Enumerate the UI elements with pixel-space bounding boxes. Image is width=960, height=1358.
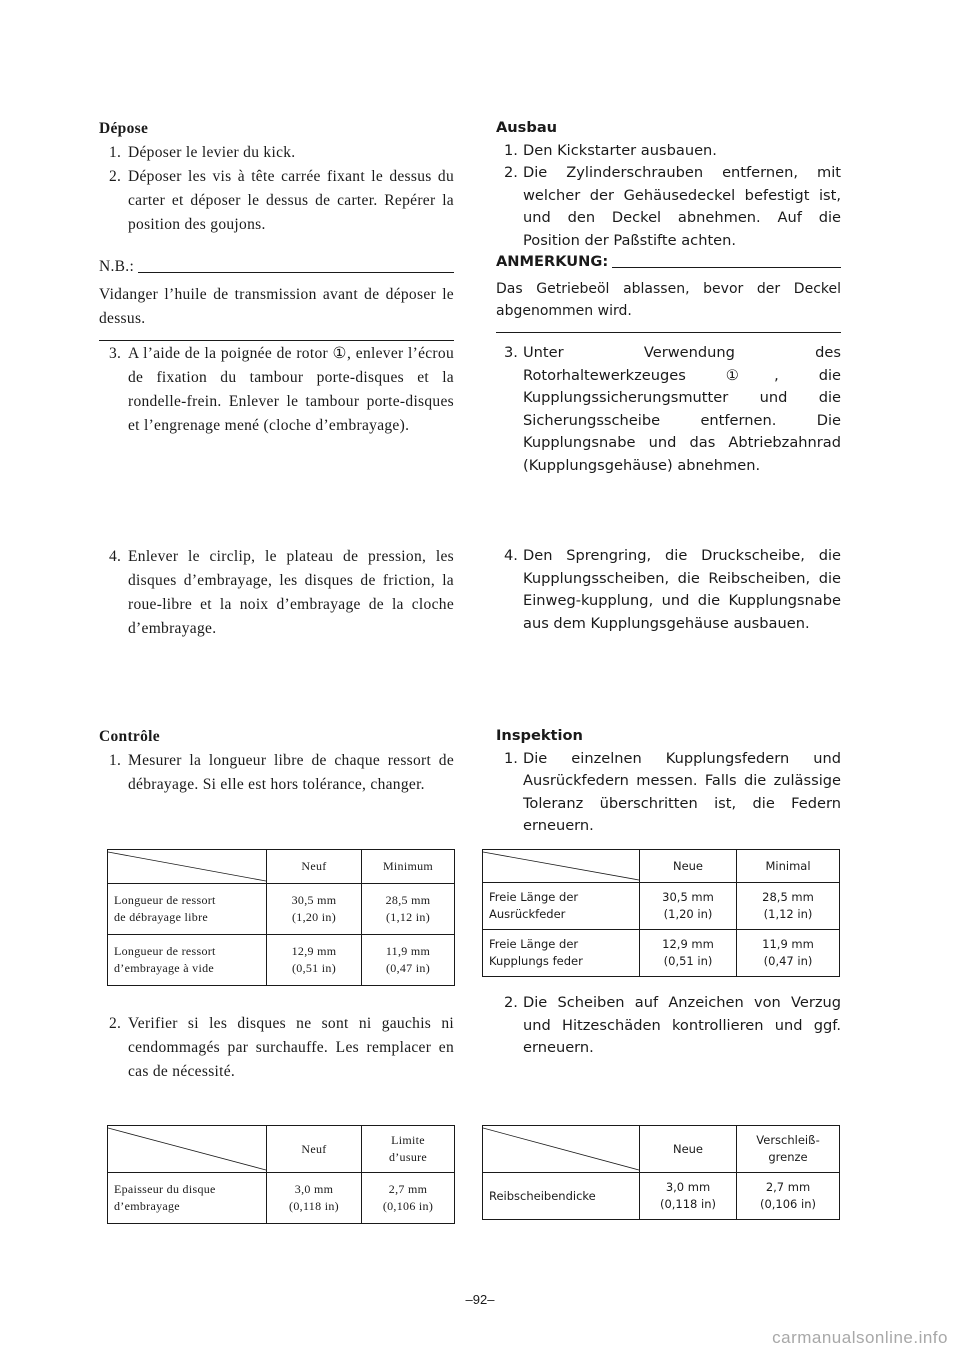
nb-note (99, 255, 454, 341)
table-corner-cell (483, 850, 639, 882)
inspektion-step-1: 1. Die einzelnen Kupplungsfedern und Ausrückfedern messen. Falls die zulässige Toleranz überschritten ist, die Federn erneuern. (504, 749, 841, 834)
nb-divider (138, 272, 454, 273)
table-header-new: Neuf (266, 1126, 361, 1172)
table-row: Epaisseur du disque d’embrayage 3,0 mm (0,118 in) 2,7 mm (0,106 in) (108, 1172, 454, 1223)
fr-step-3: 3. A l’aide de la poignée de rotor ①, enlever l’écrou de fixation du tambour porte-disques et la rondelle-frein. Enlever le tambour porte-disques et l’engrenage mené (cloche d’embrayage). (109, 345, 454, 434)
depose-section (99, 117, 454, 237)
table-corner-cell (483, 1126, 639, 1172)
nb-end-rule (99, 340, 454, 341)
table-corner-cell (108, 1126, 266, 1172)
inspektion-section (496, 725, 841, 838)
inspektion-step-2: 2. Die Scheiben auf Anzeichen von Verzug und Hitzeschäden kontrollieren und ggf. erneuern. (504, 994, 841, 1056)
ausbau-section (496, 117, 841, 252)
table-row: Freie Länge der Ausrückfeder 30,5 mm (1,20 in) 28,5 mm (1,12 in) (483, 882, 839, 929)
controle-step-1: 1. Mesurer la longueur libre de chaque ressort de débrayage. Si elle est hors tolérance, changer. (109, 752, 454, 793)
de-spring-length-table (482, 849, 840, 977)
table-header-row (108, 850, 454, 883)
table-header-limit: Minimum (361, 850, 454, 883)
controle-step-2: 2. Verifier si les disques ne sont ni gauchis ni cendommagés par surchauffe. Les remplacer en cas de nécessité. (109, 1015, 454, 1080)
inspektion-heading: Inspektion (496, 727, 583, 744)
ausbau-step-2: 2. Die Zylinderschrauben entfernen, mit welcher der Gehäusedeckel befestigt ist, und den Deckel abnehmen. Auf die Position der Paßstifte achten. (504, 164, 841, 249)
fr-step-4: 4. Enlever le circlip, le plateau de pression, les disques d’embrayage, les disques de friction, la roue-libre et la noix d’embrayage de la cloche d’embrayage. (109, 548, 454, 637)
anmerkung-label: ANMERKUNG: (496, 253, 609, 270)
table-row: Longueur de ressort de débrayage libre 30,5 mm (1,20 in) 28,5 mm (1,12 in) (108, 883, 454, 934)
watermark: carmanualsonline.info (772, 1328, 948, 1347)
nb-text: Vidanger l’huile de transmission avant de déposer le dessus. (99, 286, 454, 327)
table-header-limit: Verschleiß- grenze (736, 1126, 839, 1172)
anmerkung-note (496, 251, 841, 333)
table-header-row (483, 850, 839, 882)
depose-heading: Dépose (99, 120, 149, 137)
table-header-new: Neuf (266, 850, 361, 883)
depose-step-2: 2. Déposer les vis à tête carrée fixant le dessus du carter et déposer le dessus de carter. Repérer la position des goujons. (109, 168, 454, 233)
fr-disc-thickness-table (107, 1125, 455, 1224)
fr-spring-length-table (107, 849, 455, 986)
de-disc-thickness-table (482, 1125, 840, 1220)
table-header-row (108, 1126, 454, 1172)
de-step-4: 4. Den Sprengring, die Druckscheibe, die Kupplungsscheiben, die Reibscheiben, die Einweg-kupplung, und die Kupplungsnabe aus dem Kupplungsgehäuse ausbauen. (504, 547, 841, 632)
anmerkung-divider (612, 267, 841, 268)
anmerkung-text: Das Getriebeöl ablassen, bevor der Deckel abgenommen wird. (496, 280, 841, 319)
anmerkung-end-rule (496, 332, 841, 333)
table-header-limit: Limite d’usure (361, 1126, 454, 1172)
table-row: Freie Länge der Kupplungs feder 12,9 mm (0,51 in) 11,9 mm (0,47 in) (483, 929, 839, 976)
page-number: –92– (465, 1292, 495, 1307)
nb-label: N.B.: (99, 258, 135, 275)
table-row: Longueur de ressort d’embrayage à vide 12,9 mm (0,51 in) 11,9 mm (0,47 in) (108, 934, 454, 985)
table-header-new: Neue (639, 850, 736, 882)
controle-section (99, 725, 454, 797)
ausbau-heading: Ausbau (496, 119, 558, 136)
depose-step-1: 1. Déposer le levier du kick. (109, 144, 296, 161)
table-row: Reibscheibendicke 3,0 mm (0,118 in) 2,7 mm (0,106 in) (483, 1172, 839, 1219)
table-header-limit: Minimal (736, 850, 839, 882)
ausbau-step-1: 1. Den Kickstarter ausbauen. (504, 141, 717, 159)
de-step-3: 3. Unter Verwendung des Rotorhaltewerkzeuges ①, die Kupplungssicherungsmutter und die Sicherungsscheibe entfernen. Die Kupplungsnabe und das Abtriebzahnrad (Kupplungsgehäuse) abnehmen. (504, 344, 841, 474)
controle-heading: Contrôle (99, 728, 160, 745)
table-header-row (483, 1126, 839, 1172)
table-header-new: Neue (639, 1126, 736, 1172)
table-corner-cell (108, 850, 266, 883)
